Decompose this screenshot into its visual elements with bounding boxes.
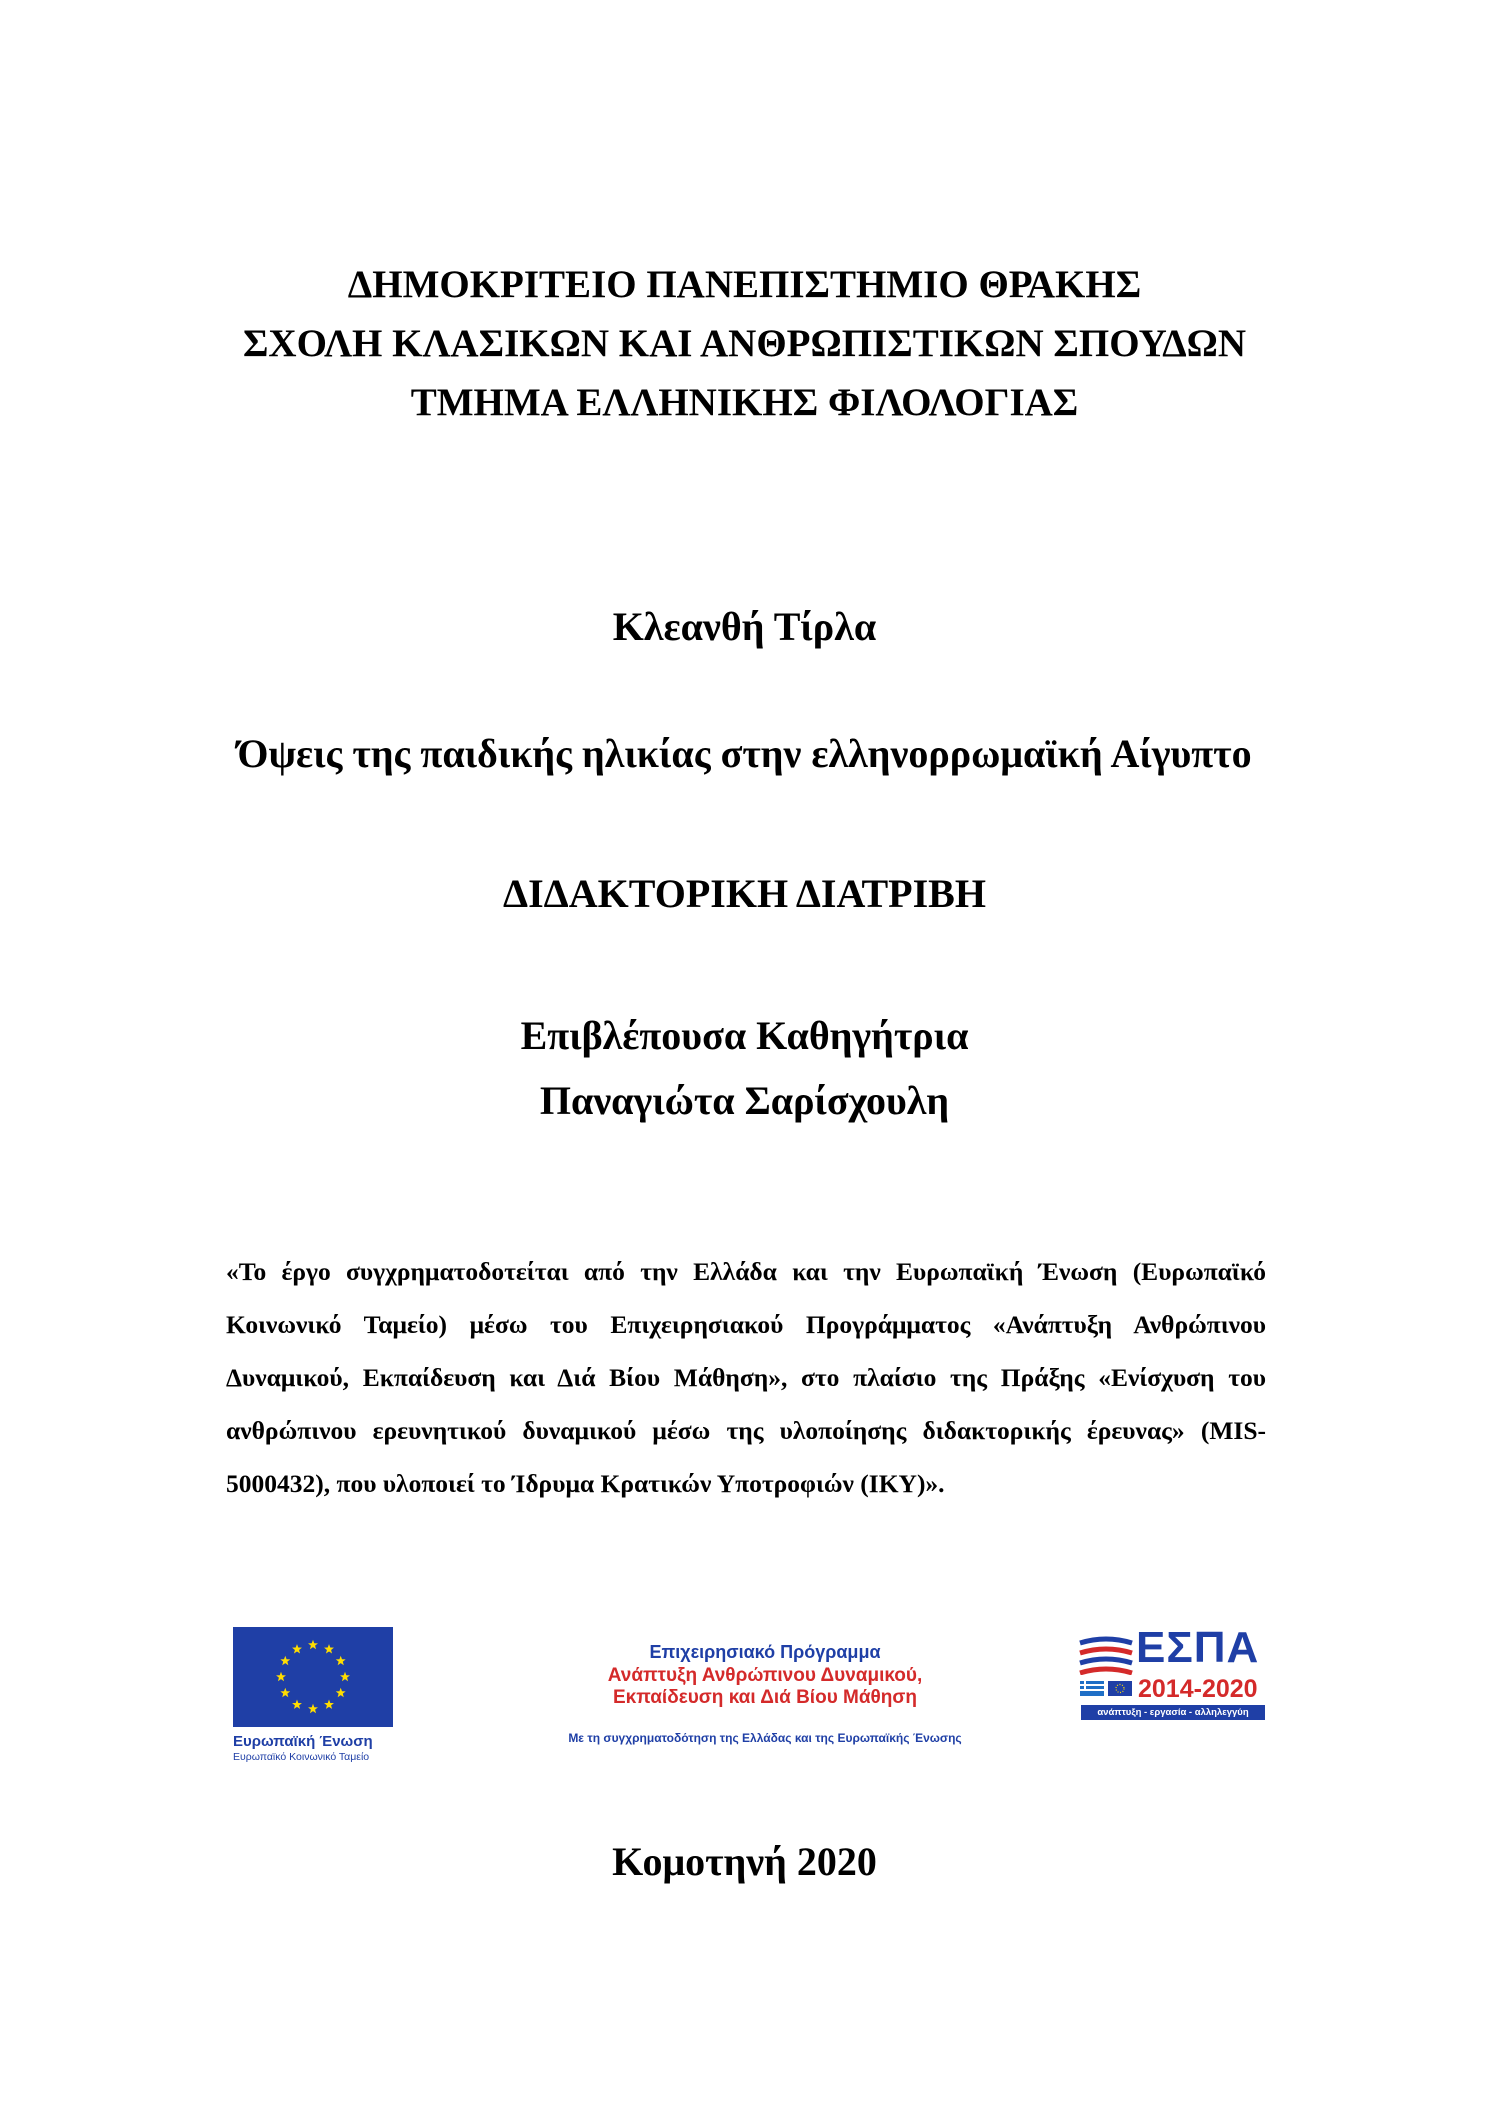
- school-name: ΣΧΟΛΗ ΚΛΑΣΙΚΩΝ ΚΑΙ ΑΝΘΡΩΠΙΣΤΙΚΩΝ ΣΠΟΥΔΩΝ: [242, 322, 1247, 365]
- op-logo-line1: Επιχειρησιακό Πρόγραμμα: [649, 1642, 881, 1662]
- eu-star-icon: [280, 1656, 290, 1665]
- op-logo-cofinance: Με τη συγχρηματοδότηση της Ελλάδας και της Ευρωπαϊκής Ένωσης: [568, 1731, 962, 1745]
- eu-star-icon: [324, 1700, 334, 1709]
- eu-star-icon: [336, 1688, 346, 1697]
- eu-star-icon: [340, 1672, 350, 1681]
- university-name: ΔΗΜΟΚΡΙΤΕΙΟ ΠΑΝΕΠΙΣΤΗΜΙΟ ΘΡΑΚΗΣ: [347, 263, 1142, 306]
- supervisor-block: [0, 1003, 1489, 1133]
- espa-logo: [1078, 1623, 1265, 1719]
- espa-stripes-icon: [1078, 1635, 1134, 1675]
- eu-star-icon: [292, 1644, 302, 1653]
- eu-star-icon: [292, 1700, 302, 1709]
- thesis-title: Όψεις της παιδικής ηλικίας στην ελληνορρωμαϊκή Αίγυπτο: [237, 731, 1252, 776]
- eu-star-icon: [308, 1704, 318, 1713]
- eu-logo-name: Ευρωπαϊκή Ένωση: [233, 1733, 373, 1750]
- espa-tagline: ανάπτυξη - εργασία - αλληλεγγύη: [1081, 1705, 1265, 1720]
- supervisor-name: Παναγιώτα Σαρίσχουλη: [539, 1078, 950, 1123]
- eu-star-icon: [276, 1672, 286, 1681]
- eu-star-icon: [324, 1644, 334, 1653]
- city-year: Κομοτηνή 2020: [612, 1839, 877, 1884]
- department-name: ΤΜΗΜΑ ΕΛΛΗΝΙΚΗΣ ΦΙΛΟΛΟΓΙΑΣ: [410, 381, 1079, 424]
- espa-word: ΕΣΠΑ: [1136, 1623, 1260, 1672]
- eu-flag-icon: [233, 1627, 393, 1727]
- eu-star-icon: [336, 1656, 346, 1665]
- eu-star-icon: [280, 1688, 290, 1697]
- eu-logo-subtitle: Ευρωπαϊκό Κοινωνικό Ταμείο: [233, 1751, 370, 1763]
- eu-logo: [233, 1627, 398, 1763]
- author-name: Κλεανθή Τίρλα: [612, 604, 877, 649]
- op-logo-line2: Ανάπτυξη Ανθρώπινου Δυναμικού,: [607, 1665, 923, 1686]
- funding-statement: «Το έργο συγχρηματοδοτείται από την Ελλάδα και την Ευρωπαϊκή Ένωση (Ευρωπαϊκό Κοινωνικό Ταμείο) μέσω του Επιχειρησιακού Προγράμματος «Ανάπτυξη Ανθρώπινου Δυναμικού, Εκπαίδευση και Διά Βίου Μάθηση», στο πλαίσιο της Πράξης «Ενίσχυση του ανθρώπινου ερευνητικού δυναμικού μέσω της υλοποίησης διδακτορικής έρευνας» (MIS-5000432), που υλοποιεί το Ίδρυμα Κρατικών Υποτροφιών (ΙΚΥ)».: [226, 1257, 1266, 1498]
- flags-icon: [1080, 1679, 1134, 1697]
- eu-star-icon: [308, 1640, 318, 1649]
- institution-header: [0, 255, 1489, 432]
- espa-years: 2014-2020: [1138, 1675, 1258, 1703]
- op-logo-line3: Εκπαίδευση και Διά Βίου Μάθηση: [612, 1687, 918, 1708]
- document-type: ΔΙΔΑΚΤΟΡΙΚΗ ΔΙΑΤΡΙΒΗ: [503, 871, 986, 916]
- supervisor-role: Επιβλέπουσα Καθηγήτρια: [520, 1013, 969, 1058]
- operational-programme-logo: [505, 1642, 1025, 1745]
